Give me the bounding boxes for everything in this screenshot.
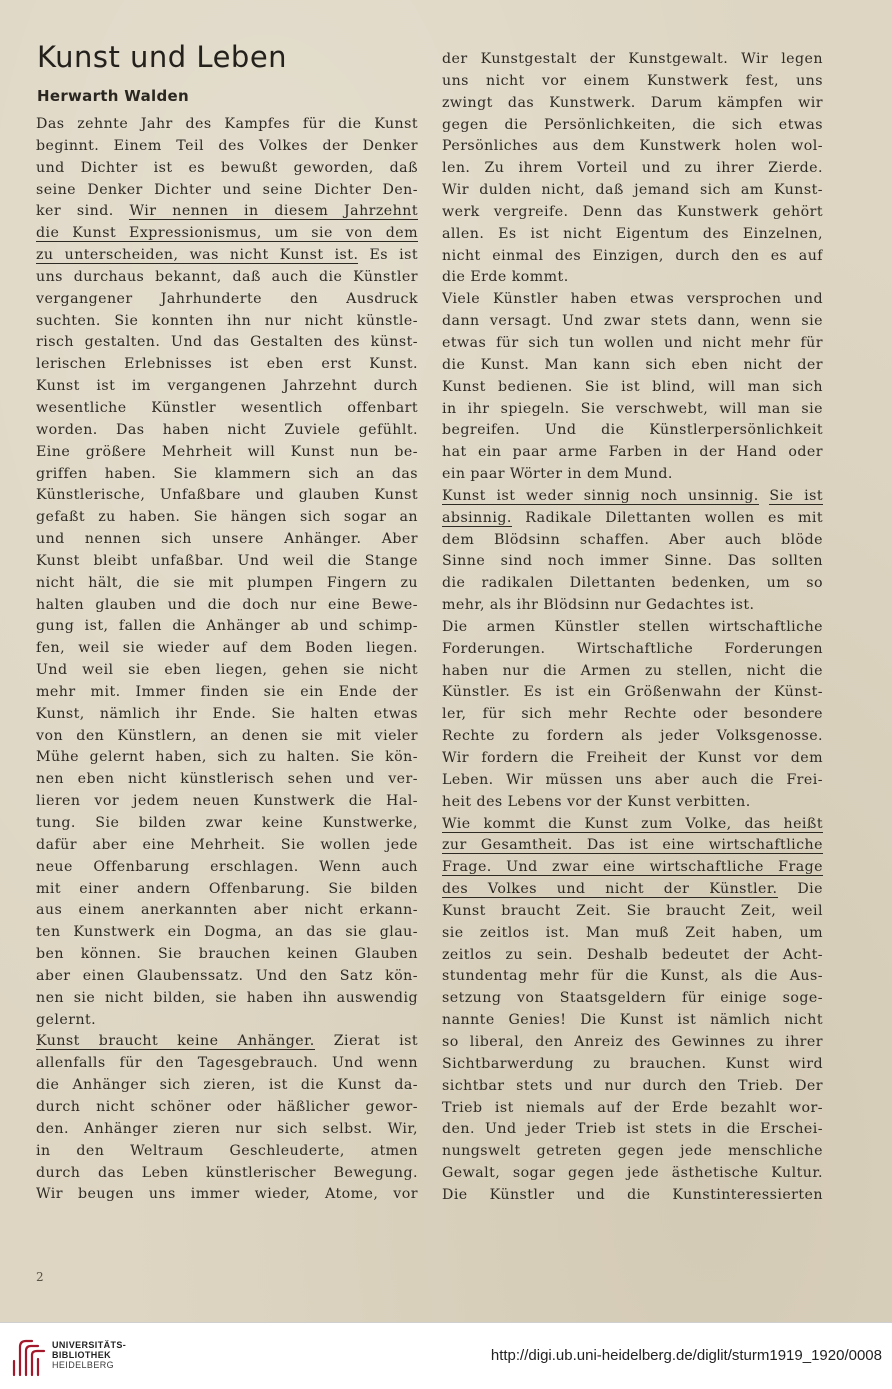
- text-line: [442, 224, 823, 246]
- text-line: [36, 835, 418, 857]
- text-line: [36, 726, 418, 748]
- text-line: [442, 551, 823, 573]
- text-segment: hat ein paar arme Farben in der Hand oder: [442, 444, 823, 461]
- text-line: [36, 485, 418, 507]
- text-segment: ein paar Wörter in dem Mund.: [442, 466, 673, 483]
- text-line: [36, 1053, 418, 1075]
- underlined-text: Sie ist: [769, 487, 823, 504]
- text-segment: allen. Es ist nicht Eigentum des Einzelnen,: [442, 225, 823, 242]
- text-line: [36, 1119, 418, 1141]
- text-segment: Sichtbarwerdung zu brauchen. Kunst wird: [442, 1055, 823, 1072]
- text-line: [36, 289, 418, 311]
- text-line: [36, 136, 418, 158]
- text-segment: mit einer andern Offenbarung. Sie bilden: [36, 880, 418, 897]
- text-segment: aus einem anerkannten aber nicht erkann-: [36, 902, 418, 919]
- text-line: [442, 136, 823, 158]
- text-line: [442, 115, 823, 137]
- text-segment: Zierat ist: [314, 1033, 418, 1050]
- text-line: [442, 748, 823, 770]
- text-line: [36, 442, 418, 464]
- text-segment: etwas für sich tun wollen und nicht mehr für: [442, 334, 823, 351]
- text-line: [36, 354, 418, 376]
- text-segment: nannte Genies! Die Kunst ist nämlich nicht: [442, 1012, 823, 1029]
- text-segment: durch nicht schöner oder häßlicher gewor-: [36, 1098, 418, 1115]
- text-segment: begreifen. Und die Künstlerpersönlichkeit: [442, 422, 823, 439]
- text-segment: Persönliches aus dem Kunstwerk holen wol-: [442, 138, 823, 155]
- text-line: [442, 464, 823, 486]
- text-segment: ler, für sich mehr Rechte oder besondere: [442, 706, 823, 723]
- text-line: [36, 223, 418, 245]
- text-segment: gelernt.: [36, 1011, 97, 1028]
- text-line: [36, 1010, 418, 1032]
- text-line: [36, 158, 418, 180]
- underlined-text: des Volkes und nicht der Künstler.: [442, 881, 778, 898]
- text-line: [36, 180, 418, 202]
- text-line: [36, 813, 418, 835]
- text-line: [36, 1163, 418, 1185]
- text-segment: zwingt das Kunstwerk. Darum kämpfen wir: [442, 94, 823, 111]
- text-segment: Kunst, nämlich ihr Ende. Sie halten etwas: [36, 705, 418, 722]
- text-line: [36, 922, 418, 944]
- text-segment: Das zehnte Jahr des Kampfes für die Kunst: [36, 116, 418, 132]
- text-line: [36, 616, 418, 638]
- library-name-line1: UNIVERSITÄTS-: [52, 1340, 127, 1350]
- text-line: [442, 246, 823, 268]
- underlined-text: Wir nennen in diesem Jahrzehnt: [129, 203, 418, 220]
- text-segment: durch das Leben künstlerischer Bewegung.: [36, 1164, 418, 1181]
- text-line: [442, 1032, 823, 1054]
- text-segment: tung. Sie bilden zwar keine Kunstwerke,: [36, 815, 418, 831]
- underlined-text: zu unterscheiden, was nicht Kunst ist.: [36, 247, 359, 264]
- page-number: 2: [36, 1270, 44, 1284]
- text-segment: lieren vor jedem neuen Kunstwerk die Hal-: [36, 793, 418, 810]
- text-segment: risch gestalten. Und das Gestalten des künst-: [36, 334, 418, 351]
- text-segment: Gewalt, sogar gegen jede ästhetische Kultur.: [442, 1165, 823, 1182]
- text-line: [442, 442, 823, 464]
- text-line: [36, 573, 418, 595]
- text-line: [442, 1076, 823, 1098]
- text-segment: suchten. Sie konnten ihn nur nicht künstle-: [36, 312, 418, 329]
- text-segment: gung ist, fallen die Anhänger ab und schimp-: [36, 618, 418, 635]
- text-line: [36, 944, 418, 966]
- text-segment: so liberal, den Anreiz des Gewinnes zu ihrer: [442, 1033, 823, 1050]
- text-segment: mehr, als ihr Blödsinn nur Gedachtes ist.: [442, 597, 755, 614]
- text-segment: Die Künstler und die Kunstinteressierten: [442, 1186, 823, 1203]
- text-line: [442, 704, 823, 726]
- text-segment: dafür aber eine Mehrheit. Sie wollen jede: [36, 836, 418, 853]
- text-line: [36, 1141, 418, 1163]
- text-segment: Mühe gelernt haben, sich zu halten. Sie kön-: [36, 749, 418, 766]
- text-line: [442, 726, 823, 748]
- text-segment: Radikale Dilettanten wollen es mit: [511, 509, 823, 526]
- text-line: [442, 333, 823, 355]
- text-segment: die Erde kommt.: [442, 269, 569, 286]
- text-segment: mehr mit. Immer finden sie ein Ende der: [36, 683, 418, 700]
- text-line: [36, 507, 418, 529]
- text-segment: ben können. Sie brauchen keinen Glauben: [36, 946, 418, 963]
- text-segment: fen, weil sie wieder auf dem Boden liegen.: [36, 640, 418, 657]
- text-segment: Die: [777, 881, 823, 898]
- text-segment: neue Offenbarung erschlagen. Wenn auch: [36, 858, 418, 875]
- text-line: [442, 420, 823, 442]
- text-line: [36, 311, 418, 333]
- text-line: [442, 93, 823, 115]
- text-line: [36, 267, 418, 289]
- article-title: Kunst und Leben: [37, 40, 288, 74]
- text-line: [36, 791, 418, 813]
- text-segment: die Kunst. Man kann sich eben nicht der: [442, 356, 823, 373]
- text-segment: dem Blödsinn schaffen. Aber auch blöde: [442, 531, 823, 548]
- text-line: [442, 1141, 823, 1163]
- text-line: [36, 529, 418, 551]
- text-segment: den. Und jeder Trieb ist stets in die Erschei-: [442, 1121, 823, 1138]
- text-segment: Wir beugen uns immer wieder, Atome, vor: [36, 1186, 418, 1203]
- text-line: [36, 704, 418, 726]
- text-segment: werk vergreife. Denn das Kunstwerk gehört: [442, 203, 823, 220]
- text-line: [442, 792, 823, 814]
- text-segment: aber einen Glaubenssatz. Und den Satz kön-: [36, 967, 418, 984]
- text-line: [442, 857, 823, 879]
- text-line: [36, 376, 418, 398]
- right-text-column: [442, 49, 823, 1207]
- text-segment: Es ist: [358, 247, 418, 264]
- text-segment: vergangener Jahrhunderte den Ausdruck: [36, 290, 418, 307]
- library-footer: [0, 1322, 892, 1389]
- text-line: [36, 332, 418, 354]
- text-line: [36, 966, 418, 988]
- text-line: [442, 508, 823, 530]
- text-segment: Forderungen. Wirtschaftliche Forderungen: [442, 640, 823, 657]
- text-line: [442, 945, 823, 967]
- text-segment: gefaßt zu haben. Sie hängen sich sogar an: [36, 509, 418, 526]
- text-line: [36, 114, 418, 136]
- text-segment: sie zeitlos ist. Man muß Zeit haben, um: [442, 924, 823, 941]
- text-segment: Sinne sind noch immer Sinne. Das sollten: [442, 553, 823, 570]
- underlined-text: Frage. Und zwar eine wirtschaftliche Frage: [442, 859, 823, 876]
- text-line: [442, 988, 823, 1010]
- text-segment: nungswelt getreten gegen jede menschliche: [442, 1143, 823, 1160]
- heidelberg-lion-icon: [10, 1337, 48, 1377]
- text-line: [442, 835, 823, 857]
- text-line: [36, 900, 418, 922]
- text-segment: Eine größere Mehrheit will Kunst nun be-: [36, 443, 418, 460]
- text-segment: len. Zu ihrem Vorteil und zu ihrer Zierde.: [442, 160, 823, 177]
- text-line: [36, 1031, 418, 1053]
- text-segment: uns nicht vor einem Kunstwerk fest, uns: [442, 72, 823, 89]
- text-segment: uns durchaus bekannt, daß auch die Künstler: [36, 268, 418, 285]
- text-segment: die radikalen Dilettanten bedenken, um so: [442, 575, 823, 592]
- text-segment: Künstler. Es ist ein Größenwahn der Künst-: [442, 684, 823, 701]
- text-segment: Die armen Künstler stellen wirtschaftliche: [442, 618, 823, 635]
- text-segment: stundentag mehr für die Kunst, als die Aus-: [442, 968, 823, 985]
- text-segment: wesentliche Künstler wesentlich offenbart: [36, 399, 418, 416]
- text-line: [442, 617, 823, 639]
- text-segment: Wir dulden nicht, daß jemand sich am Kunst-: [442, 182, 823, 199]
- text-segment: Rechte zu fordern als jeder Volksgenosse.: [442, 728, 823, 745]
- text-segment: seine Denker Dichter und seine Dichter Den-: [36, 181, 418, 198]
- text-segment: setzung von Staatsgeldern für einige soge-: [442, 990, 823, 1007]
- text-line: [36, 201, 418, 223]
- text-segment: in ihr spiegeln. Sie verschwebt, will man sie: [442, 400, 823, 417]
- text-line: [442, 595, 823, 617]
- text-line: [442, 1010, 823, 1032]
- text-segment: Kunst braucht Zeit. Sie braucht Zeit, weil: [442, 902, 823, 919]
- text-line: [36, 638, 418, 660]
- text-segment: Wir fordern die Freiheit der Kunst vor dem: [442, 750, 823, 766]
- text-line: [442, 311, 823, 333]
- text-segment: [759, 488, 770, 504]
- text-segment: Kunst bedienen. Sie ist blind, will man sich: [442, 378, 823, 395]
- text-segment: Viele Künstler haben etwas versprochen und: [442, 291, 823, 308]
- text-segment: sichtbar stets und nur durch den Trieb. Der: [442, 1077, 823, 1094]
- text-segment: Künstlerische, Unfaßbare und glauben Kunst: [36, 487, 418, 504]
- text-segment: haben nur die Armen zu stellen, nicht die: [442, 662, 823, 679]
- text-line: [442, 1119, 823, 1141]
- text-segment: ker sind.: [36, 203, 130, 220]
- text-line: [442, 1185, 823, 1207]
- text-segment: dann versagt. Und zwar stets dann, wenn sie: [442, 313, 823, 330]
- text-line: [442, 1163, 823, 1185]
- text-line: [442, 71, 823, 93]
- text-line: [36, 857, 418, 879]
- text-line: [36, 551, 418, 573]
- text-segment: in den Weltraum Geschleuderte, atmen: [36, 1142, 418, 1159]
- library-name-line2: BIBLIOTHEK: [52, 1350, 111, 1360]
- article-author: Herwarth Walden: [37, 87, 189, 105]
- text-line: [36, 660, 418, 682]
- text-line: [442, 180, 823, 202]
- text-line: [442, 901, 823, 923]
- text-line: [36, 682, 418, 704]
- text-segment: Leben. Wir müssen uns aber auch die Frei-: [442, 771, 823, 788]
- text-segment: und nennen sich unsere Anhänger. Aber: [36, 531, 418, 548]
- left-text-column: [36, 114, 418, 1206]
- text-line: [442, 814, 823, 836]
- text-segment: der Kunstgestalt der Kunstgewalt. Wir legen: [442, 51, 823, 67]
- text-line: [442, 377, 823, 399]
- text-segment: worden. Das haben nicht Zuviele gefühlt.: [36, 421, 418, 438]
- text-line: [442, 486, 823, 508]
- text-line: [442, 289, 823, 311]
- text-segment: nen eben nicht künstlerisch sehen und ver-: [36, 771, 418, 788]
- text-segment: Trieb ist niemals auf der Erde bezahlt wor-: [442, 1099, 823, 1116]
- text-line: [442, 923, 823, 945]
- text-line: [442, 267, 823, 289]
- text-segment: heit des Lebens vor der Kunst verbitten.: [442, 793, 751, 810]
- heidelberg-logo[interactable]: [10, 1337, 48, 1377]
- text-segment: von den Künstlern, an denen sie mit vieler: [36, 727, 418, 744]
- text-line: [442, 530, 823, 552]
- underlined-text: Kunst ist weder sinnig noch unsinnig.: [442, 487, 759, 504]
- text-line: [36, 398, 418, 420]
- text-line: [36, 879, 418, 901]
- text-segment: die Anhänger sich zieren, ist die Kunst da-: [36, 1077, 418, 1094]
- text-line: [442, 1054, 823, 1076]
- text-line: [442, 158, 823, 180]
- text-line: [36, 747, 418, 769]
- text-segment: lerischen Erlebnisses ist eben erst Kunst.: [36, 356, 418, 373]
- underlined-text: zur Gesamtheit. Das ist eine wirtschaftliche: [442, 837, 823, 854]
- text-segment: nicht hält, die sie mit plumpen Fingern zu: [36, 574, 418, 591]
- text-line: [36, 769, 418, 791]
- text-segment: beginnt. Einem Teil des Volkes der Denker: [36, 137, 418, 154]
- text-line: [36, 245, 418, 267]
- library-name-line3: HEIDELBERG: [52, 1360, 115, 1370]
- text-line: [442, 573, 823, 595]
- text-line: [36, 1075, 418, 1097]
- text-segment: zeitlos zu sein. Deshalb bedeutet der Acht-: [442, 946, 823, 963]
- underlined-text: Kunst braucht keine Anhänger.: [36, 1033, 315, 1050]
- permalink-url[interactable]: http://digi.ub.uni-heidelberg.de/diglit/sturm1919_1920/0008: [490, 1347, 882, 1364]
- text-line: [36, 1184, 418, 1206]
- text-line: [442, 49, 823, 71]
- text-line: [442, 770, 823, 792]
- text-line: [442, 966, 823, 988]
- text-segment: halten glauben und die doch nur eine Bewe-: [36, 596, 418, 613]
- underlined-text: absinnig.: [442, 509, 512, 526]
- text-segment: nen sie nicht bilden, sie haben ihn auswendig: [36, 989, 418, 1006]
- text-line: [442, 399, 823, 421]
- text-line: [442, 639, 823, 661]
- library-name: [52, 1340, 126, 1370]
- text-segment: nicht einmal des Einzigen, durch den es auf: [442, 247, 823, 264]
- text-line: [442, 682, 823, 704]
- text-segment: gegen die Persönlichkeiten, die sich etwas: [442, 116, 823, 133]
- underlined-text: die Kunst Expressionismus, um sie von dem: [36, 225, 418, 242]
- text-segment: Kunst ist im vergangenen Jahrzehnt durch: [36, 378, 418, 395]
- text-segment: ten Kunstwerk ein Dogma, an das sie glau-: [36, 924, 418, 941]
- text-segment: Und weil sie eben liegen, gehen sie nicht: [36, 662, 418, 679]
- text-line: [442, 661, 823, 683]
- text-line: [36, 420, 418, 442]
- text-line: [36, 1097, 418, 1119]
- text-segment: und Dichter ist es bewußt geworden, daß: [36, 159, 418, 176]
- text-line: [442, 1098, 823, 1120]
- text-line: [442, 355, 823, 377]
- text-segment: den. Anhänger zieren nur sich selbst. Wir,: [36, 1120, 418, 1137]
- text-line: [442, 202, 823, 224]
- text-line: [36, 464, 418, 486]
- text-line: [36, 988, 418, 1010]
- text-segment: allenfalls für den Tagesgebrauch. Und wenn: [36, 1055, 418, 1072]
- text-line: [36, 595, 418, 617]
- underlined-text: Wie kommt die Kunst zum Volke, das heißt: [442, 815, 823, 832]
- text-line: [442, 879, 823, 901]
- text-segment: griffen haben. Sie klammern sich an das: [36, 465, 418, 482]
- text-segment: Kunst bleibt unfaßbar. Und weil die Stange: [36, 552, 418, 569]
